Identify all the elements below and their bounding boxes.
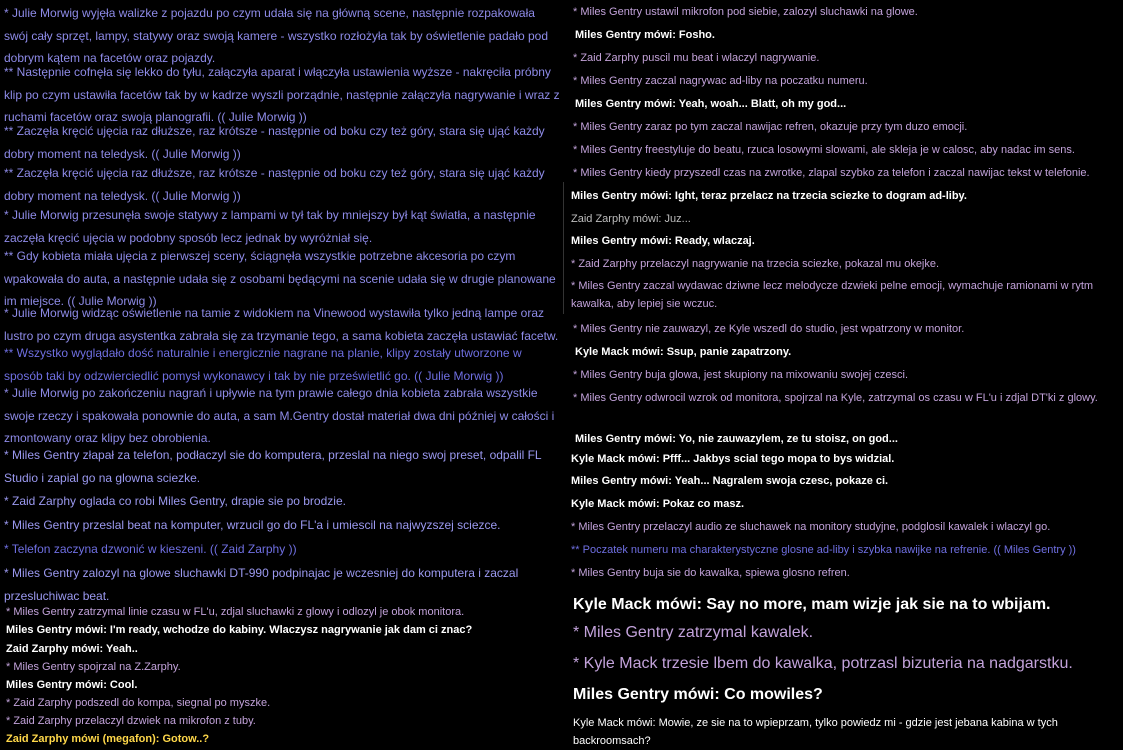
chat-line: Kyle Mack mówi: Say no more, mam wizje jak sie na to wbijam. <box>573 596 1051 613</box>
chat-line: ** Poczatek numeru ma charakterystyczne glosne ad-liby i szybka nawijke na refrenie. (( Miles Gentry )) <box>571 544 1076 556</box>
chat-line: * Julie Morwig przesunęła swoje statywy z lampami w tył tak by mniejszy był kąt światła, a następnie zaczęła kręcić ujęcia w podobny sposób lecz jednak by wyróżniał się. <box>4 208 536 245</box>
chat-line: ** Zaczęła kręcić ujęcia raz dłuższe, raz krótsze - następnie od boku czy też góry, stara się ująć każdy dobry moment na teledysk. (( Julie Morwig )) <box>4 124 545 161</box>
chat-line: * Miles Gentry ustawil mikrofon pod siebie, zalozyl sluchawki na glowe. <box>573 6 918 18</box>
chat-line: * Julie Morwig widząc oświetlenie na tamie z widokiem na Vinewood wystawiła tylko jedną lampe oraz lustro po czym druga asystentka zabrała się za trzymanie tego, a sama kobieta zaczęła ustawiać facetw. <box>4 306 559 343</box>
chat-line: Miles Gentry mówi: Fosho. <box>575 29 715 41</box>
chat-line: * Julie Morwig po zakończeniu nagrań i upływie na tym prawie całego dnia kobieta zabrała wszystkie swoje rzeczy i spakowała ponownie do auta, a sam M.Gentry dostał materiał dwa dni później w całości i zmontowany oraz klipy bez obrobienia. <box>4 386 555 445</box>
chat-line: * Miles Gentry spojrzal na Z.Zarphy. <box>6 661 181 673</box>
chat-line: * Miles Gentry przelaczyl audio ze sluchawek na monitory studyjne, podglosil kawalek i wlaczyl go. <box>571 521 1051 533</box>
chat-line: * Miles Gentry przeslal beat na komputer, wrzucil go do FL'a i umiescil na najwyzszej sciezce. <box>4 518 501 532</box>
chat-line: Miles Gentry mówi: Yo, nie zauwazylem, ze tu stoisz, on god... <box>575 433 898 445</box>
chat-line: * Kyle Mack trzesie lbem do kawalka, potrzasl bizuteria na nadgarstku. <box>573 655 1073 672</box>
chat-line: Miles Gentry mówi: Ready, wlaczaj. <box>571 235 755 247</box>
chat-line: Kyle Mack mówi: Ssup, panie zapatrzony. <box>575 346 792 358</box>
chat-line: Miles Gentry mówi: Yeah, woah... Blatt, oh my god... <box>575 98 847 110</box>
chat-line: * Miles Gentry zaczal nagrywac ad-liby na poczatku numeru. <box>573 75 868 87</box>
chat-line: Zaid Zarphy mówi: Yeah.. <box>6 643 138 655</box>
chat-line: Miles Gentry mówi: Co mowiles? <box>573 686 823 703</box>
chat-line: * Zaid Zarphy podszedl do kompa, siegnal po myszke. <box>6 697 271 709</box>
chat-line: * Miles Gentry zaczal wydawac dziwne lecz melodycze dzwieki pelne emocji, wymachuje ramionami w rytm kawalka, aby lepiej sie wczuc. <box>571 280 1094 310</box>
chat-line: * Julie Morwig wyjęła walizke z pojazdu po czym udała się na główną scene, następnie rozpakowała swój cały sprzęt, lampy, statywy oraz swoją kamere - wszystko rozłożyła tak by oświetlenie padało pod dobrym kątem na facetów oraz pojazdy. <box>4 6 548 65</box>
chat-line: * Miles Gentry odwrocil wzrok od monitora, spojrzal na Kyle, zatrzymal os czasu w FL'u i zdjal DT'ki z glowy. <box>573 392 1098 404</box>
chat-line: * Miles Gentry kiedy przyszedl czas na zwrotke, zlapal szybko za telefon i zaczal nawijac tekst w telefonie. <box>573 167 1090 179</box>
chat-line: * Miles Gentry zalozyl na glowe sluchawki DT-990 podpinajac je wczesniej do komputera i zaczal przesluchiwac beat. <box>4 566 519 603</box>
chat-line: Kyle Mack mówi: Pokaz co masz. <box>571 498 745 510</box>
chat-line: * Miles Gentry zatrzymal kawalek. <box>573 624 814 641</box>
chat-line: Miles Gentry mówi: Ight, teraz przelacz na trzecia sciezke to dogram ad-liby. <box>571 190 967 202</box>
chat-line: * Telefon zaczyna dzwonić w kieszeni. (( Zaid Zarphy )) <box>4 542 297 556</box>
chat-line: * Zaid Zarphy przelaczyl dzwiek na mikrofon z tuby. <box>6 715 256 727</box>
chat-line: Zaid Zarphy mówi: Juz... <box>571 213 691 225</box>
chat-line: * Zaid Zarphy oglada co robi Miles Gentry, drapie sie po brodzie. <box>4 494 346 508</box>
chat-line: ** Gdy kobieta miała ujęcia z pierwszej sceny, ściągnęła wszystkie potrzebne akcesoria po czym wpakowała do auta, a następnie udała się z osobami będącymi na scenie udała się w drugie planowane im miejsce. (( Julie Morwig )) <box>4 249 556 308</box>
chat-line: * Miles Gentry nie zauwazyl, ze Kyle wszedl do studio, jest wpatrzony w monitor. <box>573 323 965 335</box>
chat-line: ** Zaczęła kręcić ujęcia raz dłuższe, raz krótsze - następnie od boku czy też góry, stara się ująć każdy dobry moment na teledysk. (( Julie Morwig )) <box>4 166 545 203</box>
chat-line: ** Następnie cofnęła się lekko do tyłu, załączyła aparat i włączyła ustawienia wyższe - nakręciła próbny klip po czym ustawiła facetów tak by w kadrze wyszli porządnie, następnie załączyła nagrywanie i wraz z ruchami facetów oraz swoją planografii. (( Julie Morwig )) <box>4 65 560 124</box>
chat-line: Miles Gentry mówi: I'm ready, wchodze do kabiny. Wlaczysz nagrywanie jak dam ci znac? <box>6 624 473 636</box>
chat-line: * Zaid Zarphy przelaczyl nagrywanie na trzecia sciezke, pokazal mu okejke. <box>571 258 940 270</box>
chat-line: * Miles Gentry zaraz po tym zaczal nawijac refren, okazuje przy tym duzo emocji. <box>573 121 968 133</box>
chat-line: Kyle Mack mówi: Mowie, ze sie na to wpieprzam, tylko powiedz mi - gdzie jest jebana kabina w tych backroomsach? <box>573 717 1058 747</box>
chat-line: Miles Gentry mówi: Cool. <box>6 679 138 691</box>
chat-line: * Zaid Zarphy puscil mu beat i wlaczyl nagrywanie. <box>573 52 820 64</box>
chat-line: Miles Gentry mówi: Yeah... Nagralem swoja czesc, pokaze ci. <box>571 475 889 487</box>
chat-line: Zaid Zarphy mówi (megafon): Gotow..? <box>6 733 210 745</box>
chat-line: * Miles Gentry zatrzymal linie czasu w FL'u, zdjal sluchawki z glowy i odlozyl je obok monitora. <box>6 606 465 618</box>
chat-log-right-column <box>563 0 1123 750</box>
chat-line: * Miles Gentry buja glowa, jest skupiony na mixowaniu swojej czesci. <box>573 369 909 381</box>
chat-line: * Miles Gentry buja sie do kawalka, spiewa glosno refren. <box>571 567 850 579</box>
chat-line: * Miles Gentry freestyluje do beatu, rzuca losowymi slowami, ale skleja je w calosc, aby nadac im sens. <box>573 144 1075 156</box>
chat-line: * Miles Gentry złapał za telefon, podłaczyl sie do komputera, przeslal na niego swoj preset, odpalil FL Studio i zapial go na glowna sciezke. <box>4 448 542 485</box>
chat-line: Kyle Mack mówi: Pfff... Jakbys scial tego mopa to bys widzial. <box>571 453 895 465</box>
chat-line: ** Wszystko wyglądało dość naturalnie i energicznie nagrane na planie, klipy zostały utworzone w sposób taki by odzwierciedlić pomysł wykonawcy i tak by nie prześwietlić go. (( Julie Morwig )) <box>4 346 522 383</box>
